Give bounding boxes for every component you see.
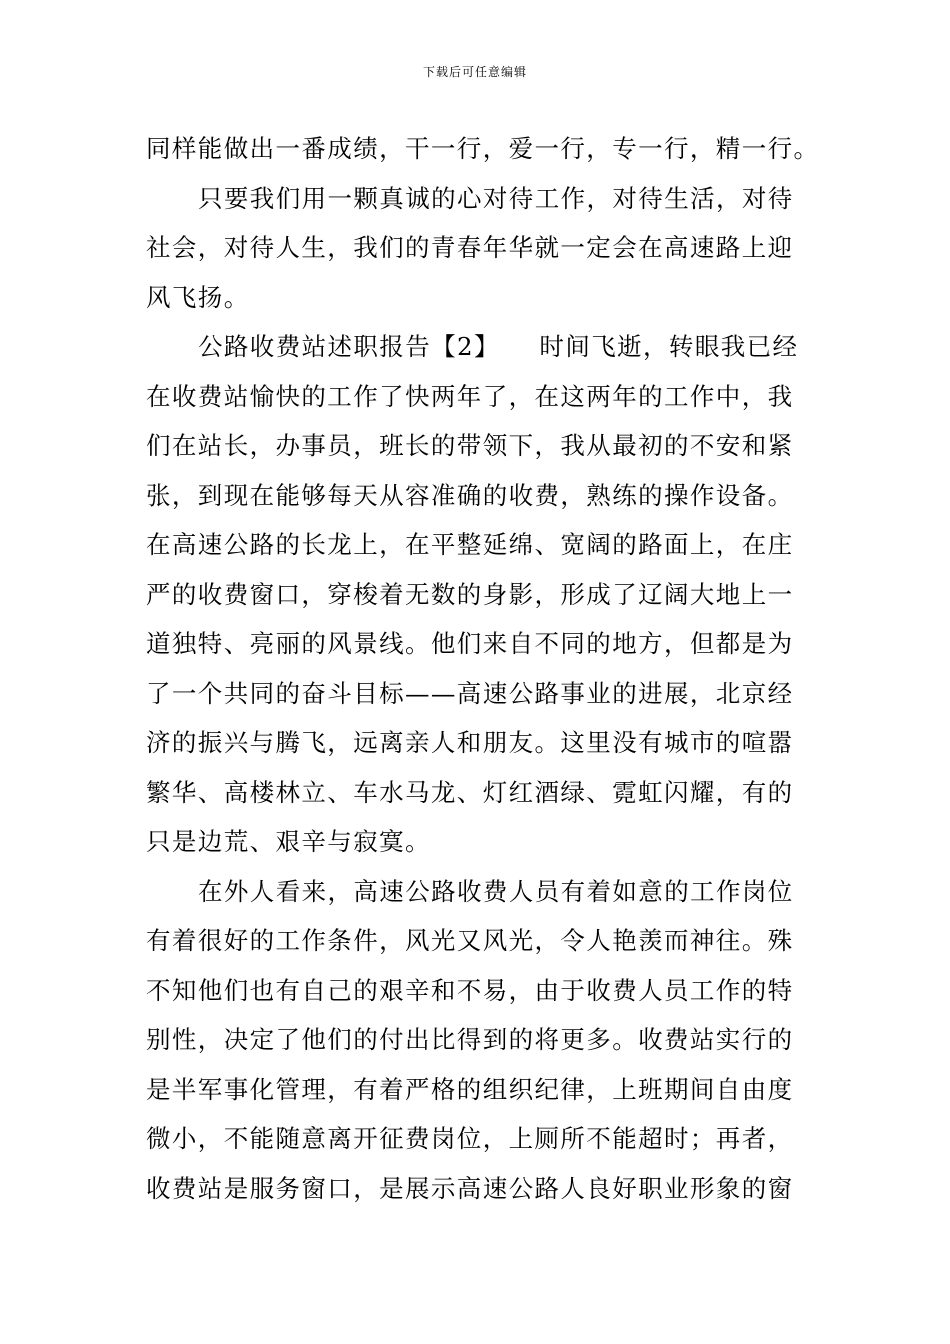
paragraph-4: [146, 867, 806, 1214]
text-line: 有着很好的工作条件，风光又风光，令人艳羡而神往。殊: [146, 926, 794, 955]
text-line: 微小，不能随意离开征费岗位，上厕所不能超时；再者，: [146, 1124, 794, 1153]
text-line: 济的振兴与腾飞，远离亲人和朋友。这里没有城市的喧嚣: [146, 728, 794, 757]
text-line: 在高速公路的长龙上，在平整延绵、宽阔的路面上，在庄: [146, 530, 794, 559]
text-line: 只要我们用一颗真诚的心对待工作，对待生活，对待: [198, 183, 794, 213]
text-line: 风飞扬。: [146, 282, 250, 312]
page-header: 下载后可任意编辑: [422, 65, 527, 79]
text-line: 张，到现在能够每天从容准确的收费，熟练的操作设备。: [146, 480, 794, 510]
text-line: 同样能做出一番成绩，干一行，爱一行，专一行，精一行。: [146, 134, 820, 163]
text-line: 道独特、亮丽的风景线。他们来自不同的地方，但都是为: [146, 629, 794, 658]
text-line: 社会，对待人生，我们的青春年华就一定会在高速路上迎: [146, 233, 794, 262]
text-line: 繁华、高楼林立、车水马龙、灯红酒绿、霓虹闪耀，有的: [146, 777, 794, 807]
text-line: 了一个共同的奋斗目标——高速公路事业的进展，北京经: [146, 678, 794, 708]
paragraph-3: [146, 322, 806, 867]
text-line: 是半军事化管理，有着严格的组织纪律，上班期间自由度: [146, 1074, 794, 1104]
text-line: 严的收费窗口，穿梭着无数的身影，形成了辽阔大地上一: [146, 579, 794, 609]
paragraph-1: [146, 124, 820, 174]
paragraph-2: [146, 174, 806, 323]
text-line: 在外人看来，高速公路收费人员有着如意的工作岗位: [198, 876, 794, 906]
text-line: 公路收费站述职报告【2】 时间飞逝，转眼我已经: [198, 332, 799, 361]
text-line: 收费站是服务窗口，是展示高速公路人良好职业形象的窗: [146, 1173, 794, 1203]
text-line: 别性，决定了他们的付出比得到的将更多。收费站实行的: [146, 1025, 794, 1054]
text-line: 只是边荒、艰辛与寂寞。: [146, 827, 431, 856]
text-line: 们在站长，办事员，班长的带领下，我从最初的不安和紧: [146, 431, 794, 460]
text-line: 在收费站愉快的工作了快两年了，在这两年的工作中，我: [146, 381, 794, 411]
document-body: [146, 124, 820, 1213]
text-line: 不知他们也有自己的艰辛和不易，由于收费人员工作的特: [146, 975, 794, 1005]
